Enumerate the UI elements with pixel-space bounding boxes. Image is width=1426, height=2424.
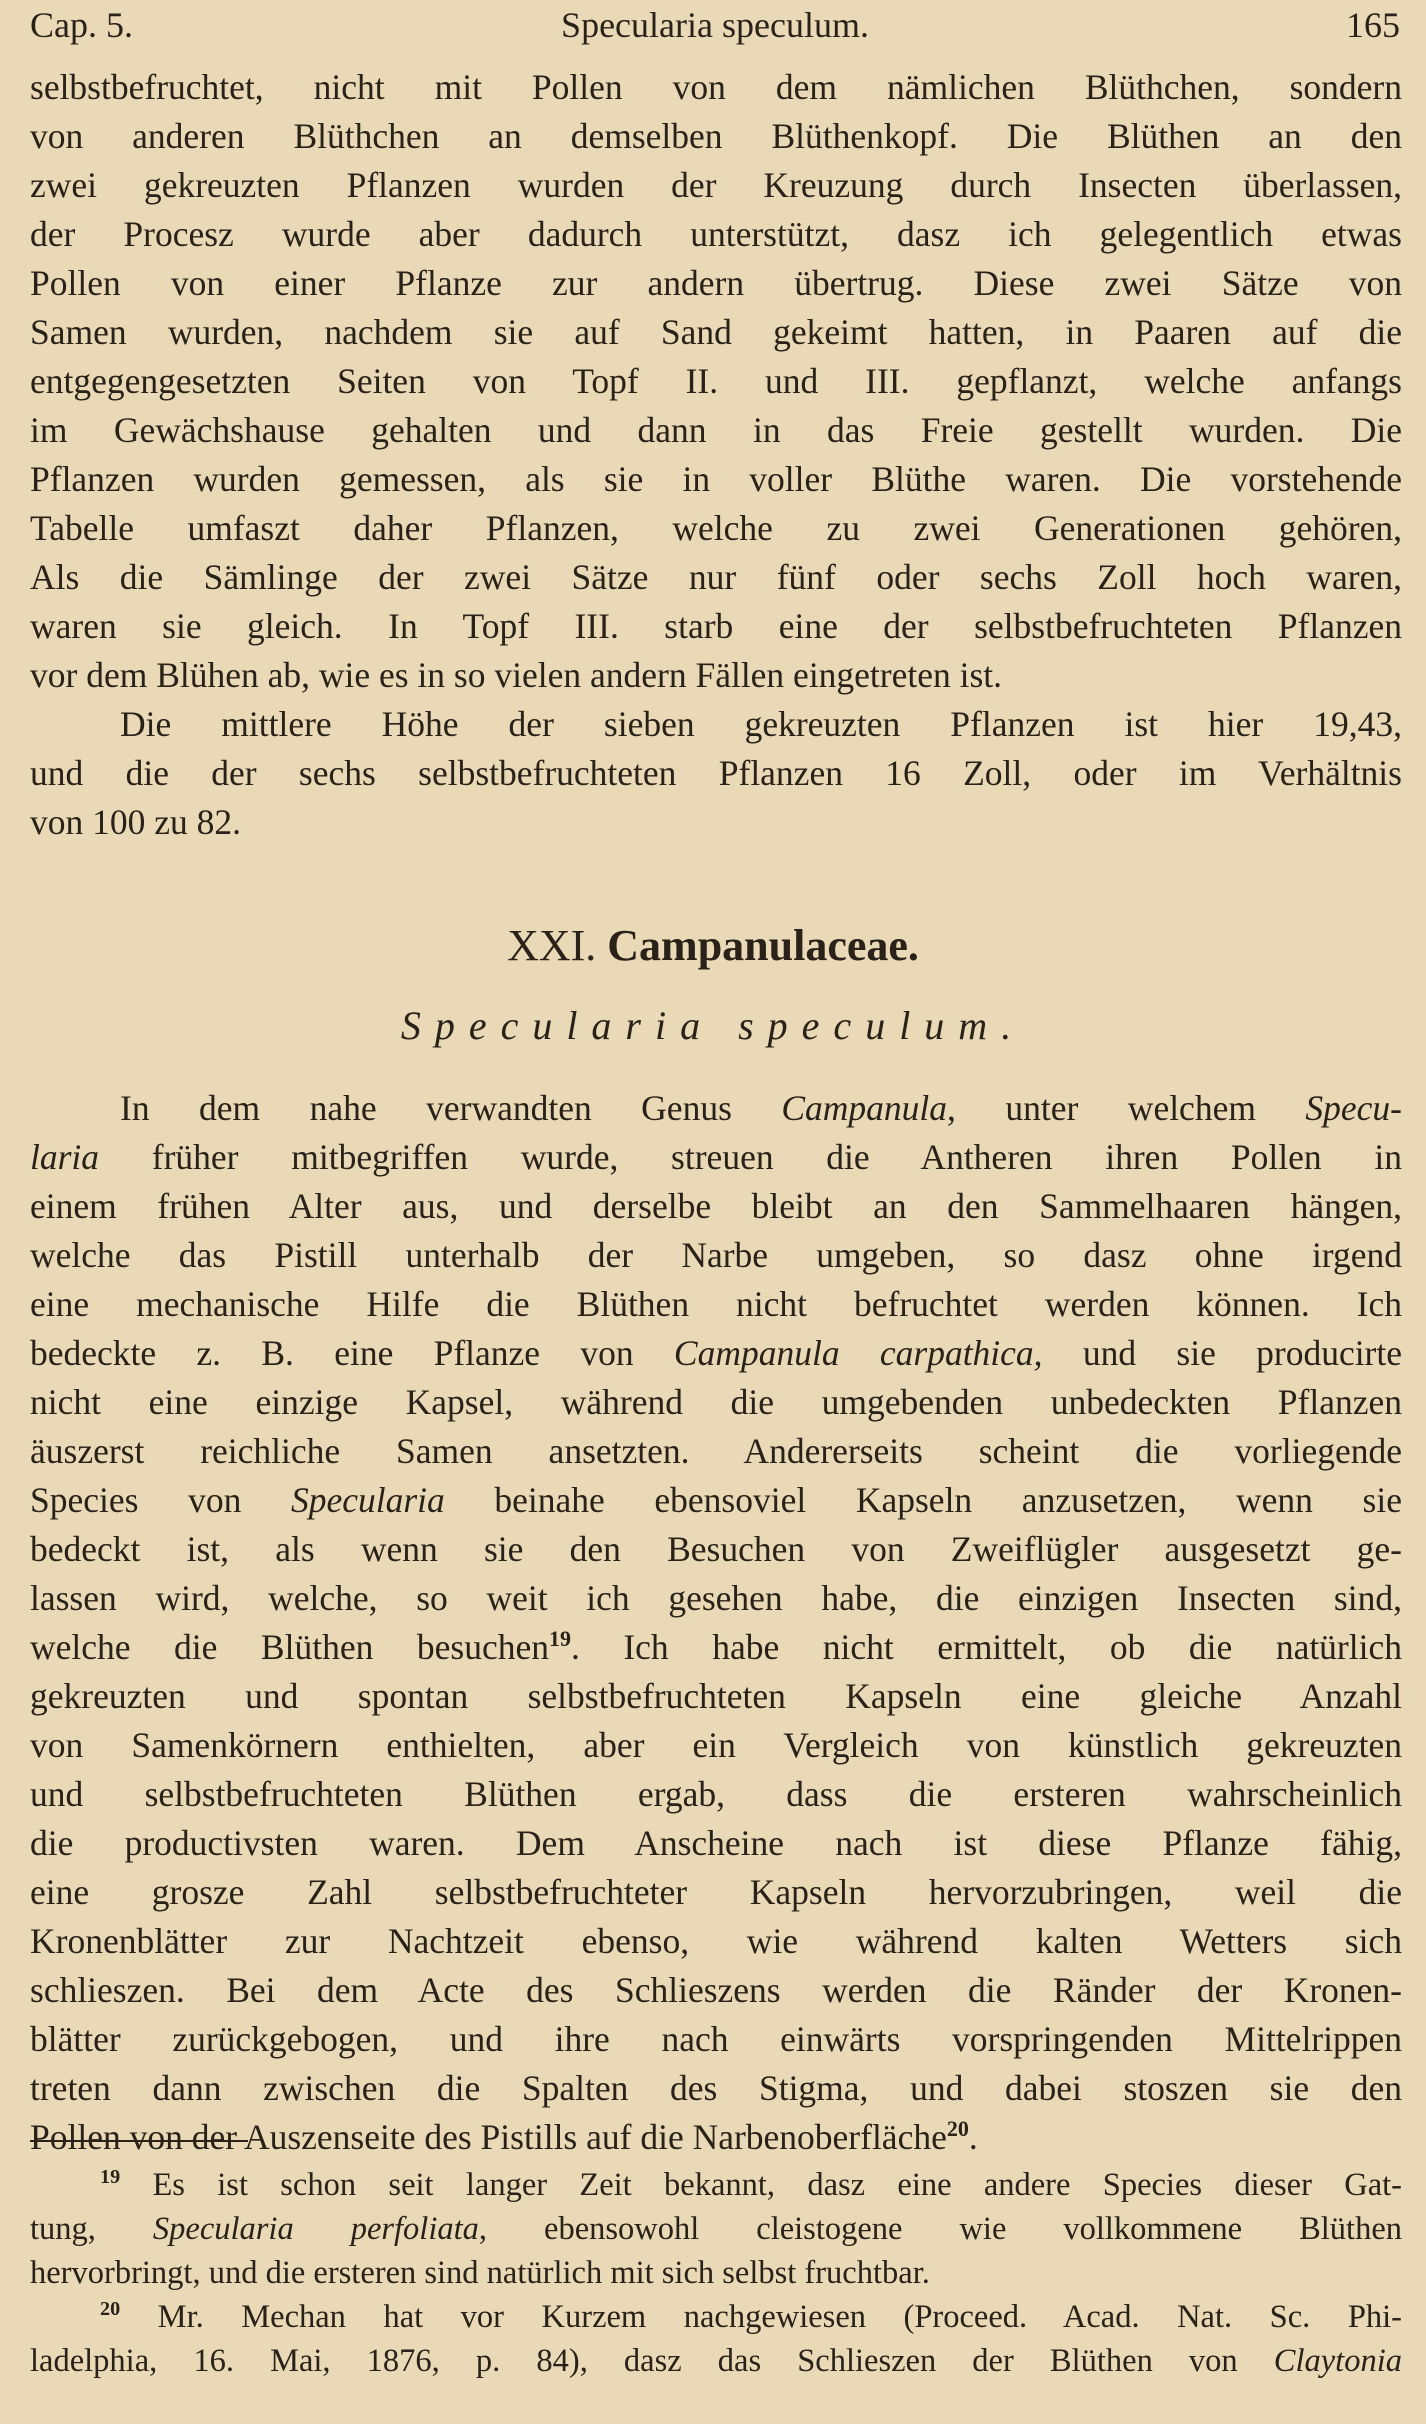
text-line: vor dem Blühen ab, wie es in so vielen andern Fällen eingetreten ist.: [30, 655, 1003, 695]
text-line: von 100 zu 82.: [30, 802, 242, 842]
footnote-20-line: $^{20}$ Mr. Mechan hat vor Kurzem nachgewiesen (Proceed. Acad. Nat. Sc. Phi-: [100, 2297, 1402, 2335]
text-line: Pollen von einer Pflanze zur andern übertrug. Diese zwei Sätze von: [30, 263, 1402, 303]
text-line: im Gewächshause gehalten und dann in das Freie gestellt wurden. Die: [30, 410, 1402, 450]
section-heading: [0, 920, 1426, 971]
running-title: Specularia speculum.: [561, 5, 869, 45]
footnote-divider: [30, 2140, 248, 2142]
text-line: bedeckte z. B. eine Pflanze von Campanula carpathica, und sie producirte: [30, 1333, 1402, 1373]
text-line: Als die Sämlinge der zwei Sätze nur fünf oder sechs Zoll hoch waren,: [30, 557, 1402, 597]
text-line: Pflanzen wurden gemessen, als sie in voller Blüthe waren. Die vorstehende: [30, 459, 1402, 499]
paragraph-specularia: [30, 1084, 1402, 2162]
text-line: eine mechanische Hilfe die Blüthen nicht befruchtet werden können. Ich: [30, 1284, 1402, 1324]
footnote-20-line: ladelphia, 16. Mai, 1876, p. 84), dasz das Schlieszen der Blüthen von Claytonia: [30, 2343, 1402, 2379]
paragraph-continuation: [30, 63, 1402, 700]
text-line: zwei gekreuzten Pflanzen wurden der Kreuzung durch Insecten überlassen,: [30, 165, 1402, 205]
text-line: der Procesz wurde aber dadurch unterstützt, dasz ich gelegentlich etwas: [30, 214, 1402, 254]
footnotes: [30, 2163, 1402, 2383]
text-line: waren sie gleich. In Topf III. starb eine der selbstbefruchteten Pflanzen: [30, 606, 1402, 646]
text-line: Die mittlere Höhe der sieben gekreuzten Pflanzen ist hier 19,43,: [120, 704, 1402, 744]
text-line: von Samenkörnern enthielten, aber ein Vergleich von künstlich gekreuzten: [30, 1725, 1402, 1765]
text-line: äuszerst reichliche Samen ansetzten. Andererseits scheint die vorliegende: [30, 1431, 1402, 1471]
footnote-ref-19: 19: [548, 1625, 571, 1651]
text-line: bedeckt ist, als wenn sie den Besuchen von Zweiflügler ausgesetzt ge-: [30, 1529, 1402, 1569]
text-line: Pollen von der Auszenseite des Pistills auf die Narbenoberfläche$^{20}$.: [30, 2115, 978, 2157]
footnote-19-line: tung, Specularia perfoliata, ebensowohl cleistogene wie vollkommene Blüthen: [30, 2211, 1402, 2247]
text-line: blätter zurückgebogen, und ihre nach einwärts vorspringenden Mittelrippen: [30, 2019, 1402, 2059]
section-number: XXI.: [507, 921, 597, 970]
footnote-19-line: $^{19}$ Es ist schon seit langer Zeit bekannt, dasz eine andere Species dieser Gat-: [100, 2165, 1402, 2203]
text-line: Kronenblätter zur Nachtzeit ebenso, wie während kalten Wetters sich: [30, 1921, 1402, 1961]
page-number: 165: [1346, 5, 1400, 45]
text-line: welche das Pistill unterhalb der Narbe umgeben, so dasz ohne irgend: [30, 1235, 1402, 1275]
text-line: gekreuzten und spontan selbstbefruchteten Kapseln eine gleiche Anzahl: [30, 1676, 1402, 1716]
running-header: [30, 4, 1400, 48]
text-line: eine grosze Zahl selbstbefruchteter Kapseln hervorzubringen, weil die: [30, 1872, 1402, 1912]
footnote-19-line: hervorbringt, und die ersteren sind natürlich mit sich selbst fruchtbar.: [30, 2255, 930, 2291]
text-line: die productivsten waren. Dem Anscheine nach ist diese Pflanze fähig,: [30, 1823, 1402, 1863]
text-line: Samen wurden, nachdem sie auf Sand gekeimt hatten, in Paaren auf die: [30, 312, 1402, 352]
footnote-ref-20: 20: [946, 2115, 969, 2141]
text-line: treten dann zwischen die Spalten des Stigma, und dabei stoszen sie den: [30, 2068, 1402, 2108]
text-line: laria früher mitbegriffen wurde, streuen die Antheren ihren Pollen in: [30, 1137, 1402, 1177]
paragraph-mean-height: [30, 700, 1402, 847]
text-line: welche die Blüthen besuchen$^{19}$. Ich habe nicht ermittelt, ob die natürlich: [30, 1625, 1402, 1667]
text-line: entgegengesetzten Seiten von Topf II. und III. gepflanzt, welche anfangs: [30, 361, 1402, 401]
text-line: selbstbefruchtet, nicht mit Pollen von dem nämlichen Blüthchen, sondern: [30, 67, 1402, 107]
section-name: Campanulaceae.: [607, 921, 919, 970]
text-line: und die der sechs selbstbefruchteten Pflanzen 16 Zoll, oder im Verhältnis: [30, 753, 1402, 793]
text-line: In dem nahe verwandten Genus Campanula, unter welchem Specu-: [120, 1088, 1402, 1128]
text-line: nicht eine einzige Kapsel, während die umgebenden unbedeckten Pflanzen: [30, 1382, 1402, 1422]
text-line: von anderen Blüthchen an demselben Blüthenkopf. Die Blüthen an den: [30, 116, 1402, 156]
text-line: Tabelle umfaszt daher Pflanzen, welche zu zwei Generationen gehören,: [30, 508, 1402, 548]
species-heading: Specularia speculum.: [400, 1003, 1026, 1048]
text-line: lassen wird, welche, so weit ich gesehen habe, die einzigen Insecten sind,: [30, 1578, 1402, 1618]
text-line: einem frühen Alter aus, und derselbe bleibt an den Sammelhaaren hängen,: [30, 1186, 1402, 1226]
text-line: und selbstbefruchteten Blüthen ergab, dass die ersteren wahrscheinlich: [30, 1774, 1402, 1814]
chapter-label: Cap. 5.: [30, 5, 133, 45]
text-line: schlieszen. Bei dem Acte des Schlieszens werden die Ränder der Kronen-: [30, 1970, 1402, 2010]
text-line: Species von Specularia beinahe ebensoviel Kapseln anzusetzen, wenn sie: [30, 1480, 1402, 1520]
